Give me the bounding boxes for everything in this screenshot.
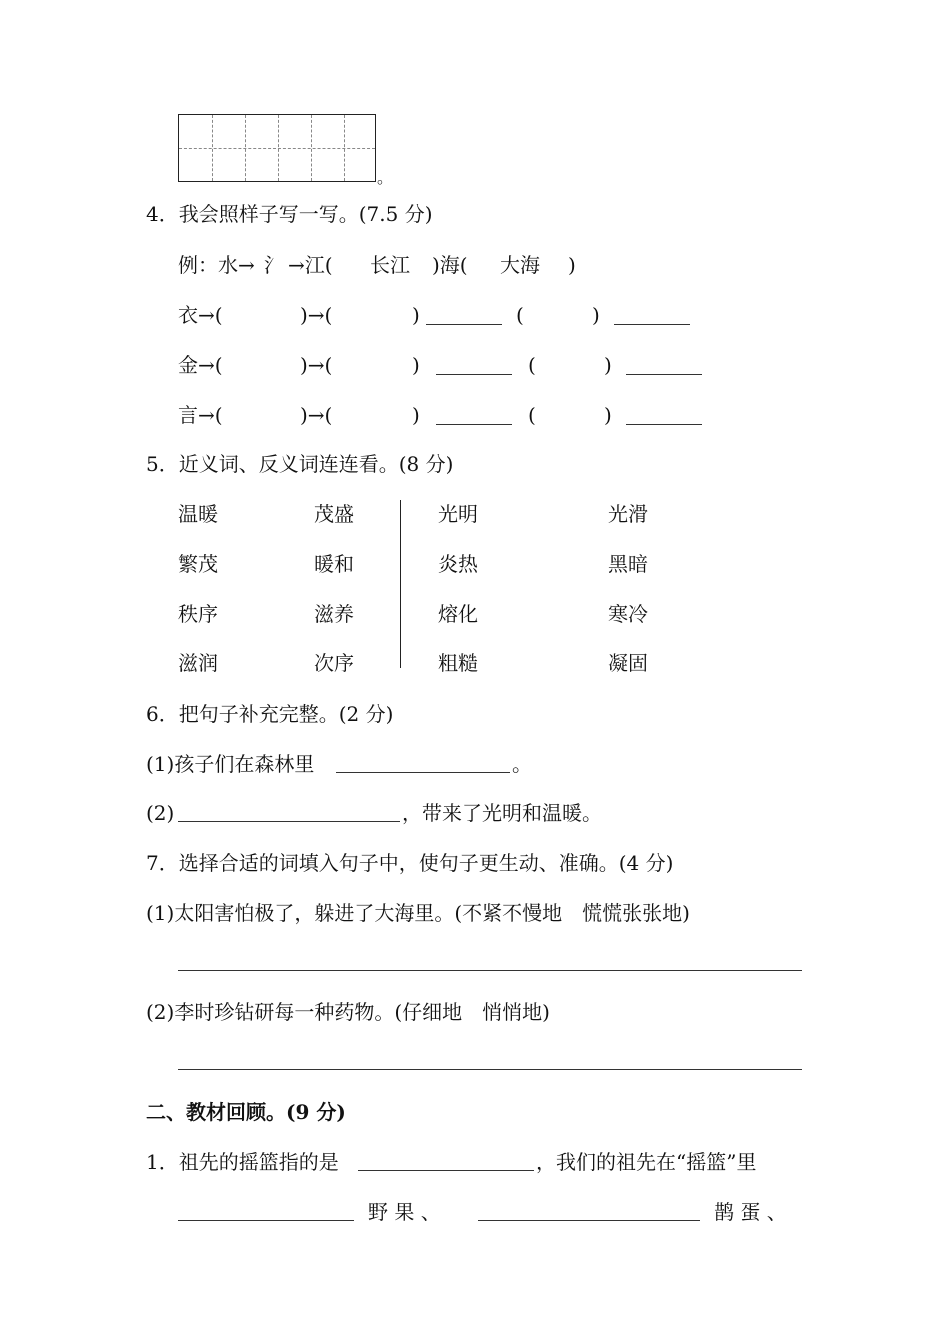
q4-row-2-blank-1[interactable] [436,374,512,375]
section-2-q1-suffix: ，我们的祖先在“摇篮”里 [536,1150,757,1174]
q5-word[interactable]: 茂盛 [314,502,354,526]
q6-sentence-2-blank[interactable] [178,821,400,822]
writing-grid[interactable] [178,114,376,182]
section-2-q1-blank-2[interactable] [178,1220,354,1221]
q5-word[interactable]: 暖和 [314,552,354,576]
q6-sentence-2-suffix: ，带来了光明和温暖。 [402,801,602,825]
q5-word[interactable]: 滋养 [314,602,354,626]
q5-word[interactable]: 黑暗 [608,552,648,576]
section-2-q1-word-2: 鹊 蛋 、 [714,1200,787,1224]
q5-word[interactable]: 温暖 [178,502,218,526]
section-2-q1-blank-1[interactable] [358,1170,534,1171]
q5-word[interactable]: 寒冷 [608,602,648,626]
q4-title: 4．我会照样子写一写。(7.5 分) [146,202,433,226]
q7-title: 7．选择合适的词填入句子中，使句子更生动、准确。(4 分) [146,851,674,875]
q6-sentence-1-blank[interactable] [336,772,510,773]
q7-sentence-2: (2)李时珍钻研每一种药物。(仔细地 悄悄地) [146,1000,550,1024]
q6-sentence-1-suffix: 。 [512,752,532,776]
q6-sentence-2-prefix: (2) [146,801,175,825]
q5-word[interactable]: 炎热 [438,552,478,576]
q5-title: 5．近义词、反义词连连看。(8 分) [146,452,454,476]
q6-title: 6．把句子补充完整。(2 分) [146,702,394,726]
q5-word[interactable]: 繁茂 [178,552,218,576]
q5-word[interactable]: 滋润 [178,651,218,675]
section-2-q1-prefix: 1．祖先的摇篮指的是 [146,1150,339,1174]
q5-word[interactable]: 熔化 [438,602,478,626]
q4-row-3-blank-1[interactable] [436,424,512,425]
q5-divider [400,500,401,668]
q7-answer-line-2[interactable] [178,1069,802,1070]
q5-word[interactable]: 光滑 [608,502,648,526]
q7-answer-line-1[interactable] [178,970,802,971]
q4-row-1-blank-2[interactable] [614,324,690,325]
q5-word[interactable]: 次序 [314,651,354,675]
section-2-q1-word-1: 野 果 、 [368,1200,441,1224]
q4-row-2-blank-2[interactable] [626,374,702,375]
q5-word[interactable]: 秩序 [178,602,218,626]
q5-word[interactable]: 粗糙 [438,651,478,675]
q7-sentence-1: (1)太阳害怕极了，躲进了大海里。(不紧不慢地 慌慌张张地) [146,901,690,925]
q5-word[interactable]: 光明 [438,502,478,526]
grid-end-period: 。 [377,168,394,187]
q6-sentence-1-prefix: (1)孩子们在森林里 [146,752,315,776]
q5-word[interactable]: 凝固 [608,651,648,675]
q4-row-3-blank-2[interactable] [626,424,702,425]
section-2-title: 二、教材回顾。(9 分) [146,1100,346,1124]
section-2-q1-blank-3[interactable] [478,1220,700,1221]
q4-row-1-blank-1[interactable] [426,324,502,325]
